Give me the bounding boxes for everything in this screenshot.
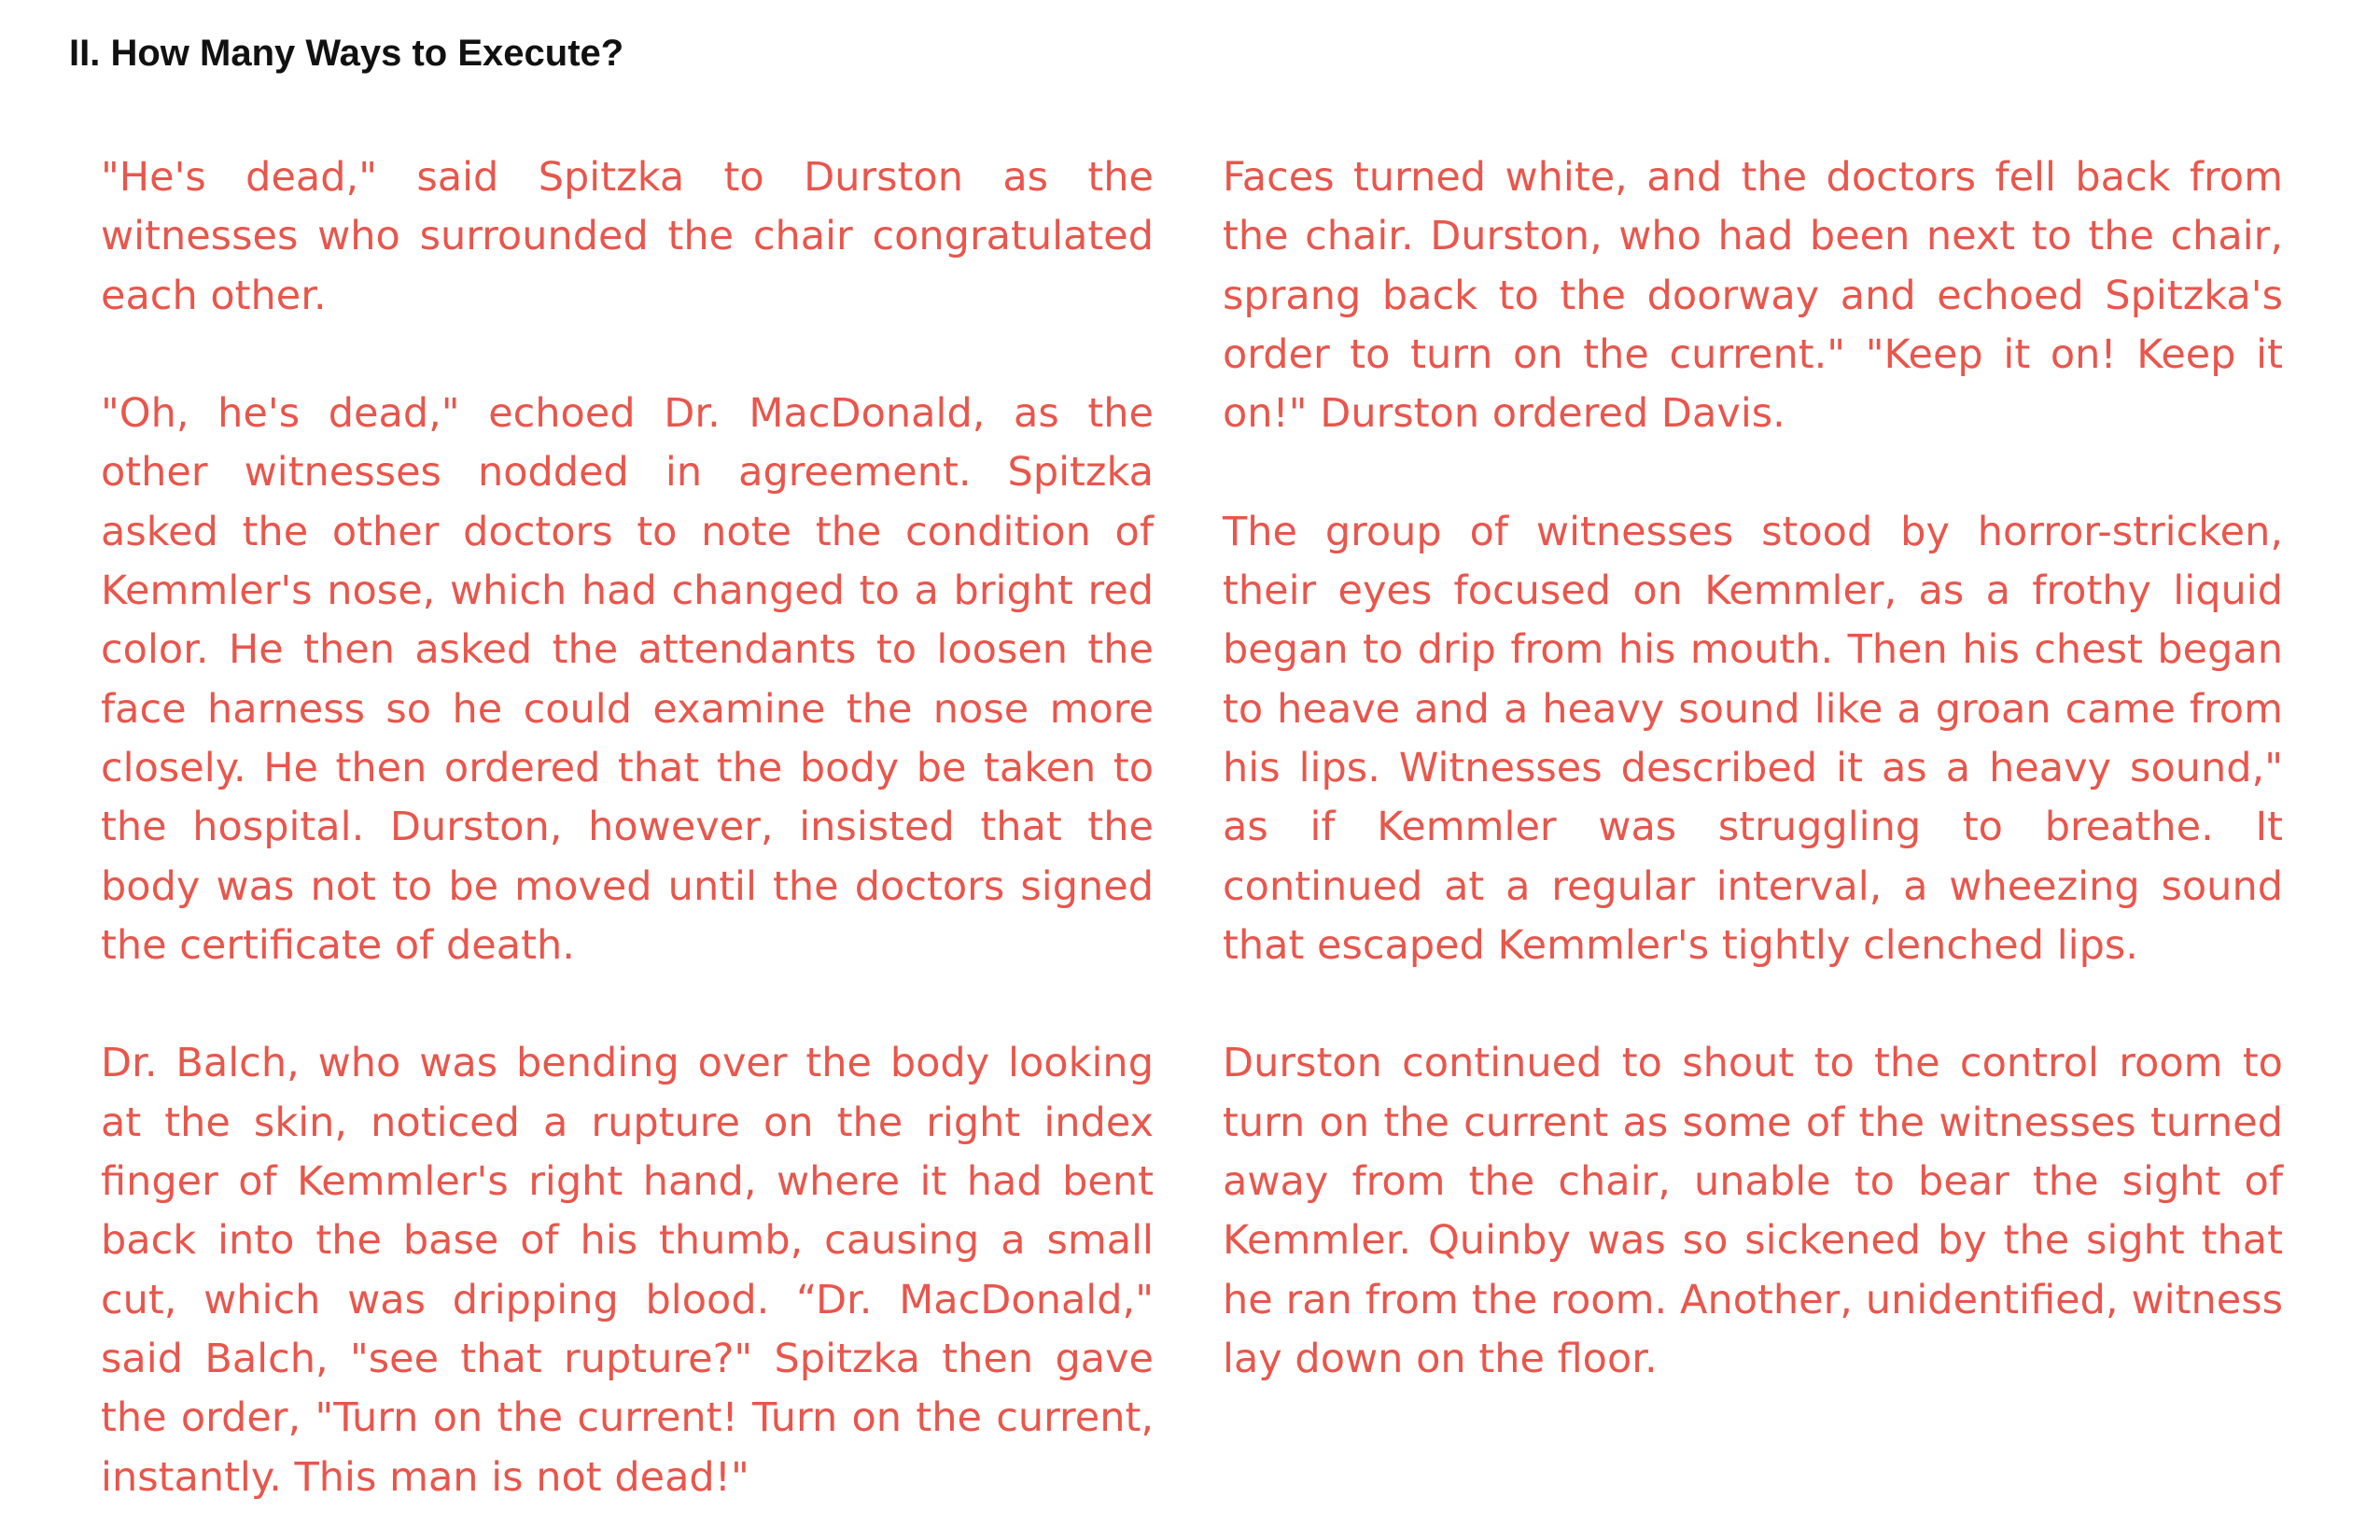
right-text-column — [1223, 148, 2283, 1389]
paragraph-6: Durston continued to shout to the control room to turn on the current as some of the witnesses turned away from the chair, unable to bear the sight of Kemmler. Quinby was so sickened by the sight that he ran from the room. Another, unidentified, witness lay down on the floor. — [1223, 1040, 2283, 1382]
paragraph-3: Dr. Balch, who was bending over the body looking at the skin, noticed a rupture on the right index finger of Kemmler's right hand, where it had bent back into the base of his thumb, causing a small cut, which was dripping blood. “Dr. MacDonald," said Balch, "see that rupture?" Spitzka then gave the order, "Turn on the current! Turn on the current, instantly. This man is not dead!" — [101, 1040, 1154, 1501]
paragraph-1: "He's dead," said Spitzka to Durston as the witnesses who surrounded the chair congratulated each other. — [101, 154, 1154, 319]
paragraph-2: "Oh, he's dead," echoed Dr. MacDonald, as the other witnesses nodded in agreement. Spitzka asked the other doctors to note the condition of Kemmler's nose, which had changed to a bright red color. He then asked the attendants to loosen the face harness so he could examine the nose more closely. He then ordered that the body be taken to the hospital. Durston, however, insisted that the body was not to be moved until the doctors signed the certificate of death. — [101, 390, 1154, 969]
section-heading: II. How Many Ways to Execute? — [69, 33, 624, 74]
left-text-column — [101, 148, 1154, 1507]
paragraph-4: Faces turned white, and the doctors fell back from the chair. Durston, who had been next to the chair, sprang back to the doorway and echoed Spitzka's order to turn on the current." "Keep it on! Keep it on!" Durston ordered Davis. — [1223, 154, 2283, 438]
paragraph-5: The group of witnesses stood by horror-stricken, their eyes focused on Kemmler, as a frothy liquid began to drip from his mouth. Then his chest began to heave and a heavy sound like a groan came from his lips. Witnesses described it as a heavy sound," as if Kemmler was struggling to breathe. It continued at a regular interval, a wheezing sound that escaped Kemmler's tightly clenched lips. — [1223, 508, 2283, 969]
